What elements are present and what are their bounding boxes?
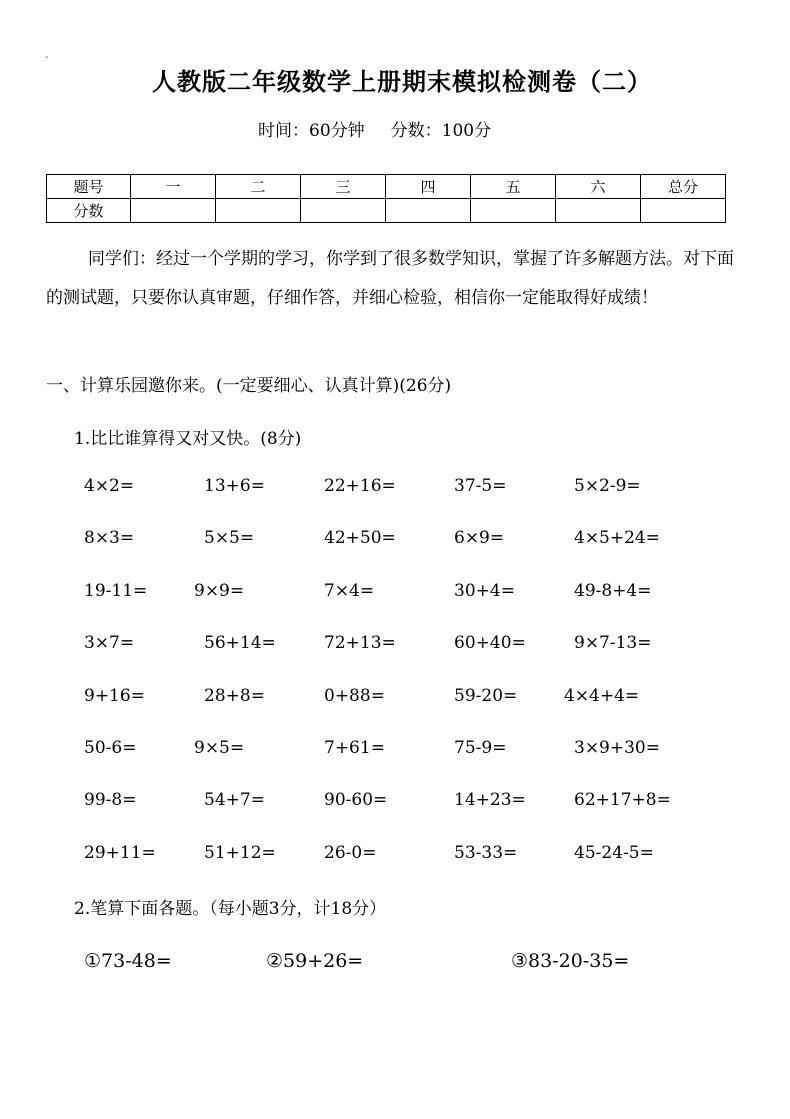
score-header-cell: 题号: [47, 175, 131, 199]
calc-item: 9×5=: [194, 738, 245, 758]
calc-item: 56+14=: [204, 633, 276, 653]
written-question-2: ②59+26=: [266, 950, 364, 972]
score-blank-cell[interactable]: [216, 199, 301, 223]
calc-item: 22+16=: [324, 476, 396, 496]
intro-paragraph: [46, 240, 746, 318]
time-limit: 时间：60分钟: [258, 121, 365, 141]
score-header-cell: 四: [386, 175, 471, 199]
calc-item: 50-6=: [84, 738, 137, 758]
calc-item: 3×7=: [84, 633, 135, 653]
calc-item: 30+4=: [454, 581, 515, 601]
calc-item: 6×9=: [454, 528, 505, 548]
calc-item: 42+50=: [324, 528, 396, 548]
calc-item: 26-0=: [324, 843, 377, 863]
calc-item: 9+16=: [84, 686, 145, 706]
calc-item: 9×9=: [194, 581, 245, 601]
calc-item: 9×7-13=: [574, 633, 652, 653]
calc-item: 54+7=: [204, 790, 265, 810]
score-table: [46, 174, 726, 223]
score-header-cell: 五: [471, 175, 556, 199]
score-blank-cell[interactable]: [301, 199, 386, 223]
score-header-cell: 二: [216, 175, 301, 199]
written-question-3: ③83-20-35=: [511, 950, 630, 972]
score-header-cell: 一: [131, 175, 216, 199]
page-title: 人教版二年级数学上册期末模拟检测卷（二）: [152, 68, 652, 96]
calc-item: 75-9=: [454, 738, 507, 758]
written-question-1: ①73-48=: [84, 950, 172, 972]
exam-info: [258, 116, 491, 141]
section-1-heading: 一、计算乐园邀你来。(一定要细心、认真计算)(26分): [46, 376, 452, 396]
calc-item: 5×2-9=: [574, 476, 641, 496]
calc-item: 53-33=: [454, 843, 518, 863]
total-score: 分数：100分: [390, 121, 492, 141]
calc-item: 99-8=: [84, 790, 137, 810]
calc-item: 51+12=: [204, 843, 276, 863]
calc-item: 45-24-5=: [574, 843, 654, 863]
corner-mark: -: [45, 52, 49, 63]
score-blank-cell[interactable]: [471, 199, 556, 223]
calc-item: 14+23=: [454, 790, 526, 810]
calc-item: 7×4=: [324, 581, 375, 601]
score-blank-cell[interactable]: [641, 199, 726, 223]
score-row-label: 分数: [47, 199, 131, 223]
question-2-label: 2.笔算下面各题。（每小题3分，计18分）: [74, 899, 387, 919]
calc-item: 28+8=: [204, 686, 265, 706]
calc-item: 4×4+4=: [564, 686, 640, 706]
score-table-header-row: [47, 175, 726, 199]
score-header-cell: 总分: [641, 175, 726, 199]
calc-item: 4×2=: [84, 476, 135, 496]
score-header-cell: 六: [556, 175, 641, 199]
calc-item: 60+40=: [454, 633, 526, 653]
score-blank-cell[interactable]: [386, 199, 471, 223]
calc-item: 19-11=: [84, 581, 148, 601]
intro-text: 同学们：经过一个学期的学习，你学到了很多数学知识，掌握了许多解题方法。对下面的测试题，只要你认真审题，仔细作答，并细心检验，相信你一定能取得好成绩！: [46, 249, 734, 308]
score-blank-cell[interactable]: [131, 199, 216, 223]
calc-item: 90-60=: [324, 790, 388, 810]
calc-item: 72+13=: [324, 633, 396, 653]
score-header-cell: 三: [301, 175, 386, 199]
calc-item: 0+88=: [324, 686, 385, 706]
question-1-label: 1.比比谁算得又对又快。(8分): [74, 429, 302, 449]
calc-item: 37-5=: [454, 476, 507, 496]
score-blank-cell[interactable]: [556, 199, 641, 223]
calc-item: 59-20=: [454, 686, 518, 706]
calc-item: 62+17+8=: [574, 790, 671, 810]
calc-item: 49-8+4=: [574, 581, 652, 601]
calc-item: 3×9+30=: [574, 738, 660, 758]
calc-item: 8×3=: [84, 528, 135, 548]
calc-item: 4×5+24=: [574, 528, 660, 548]
calc-item: 29+11=: [84, 843, 156, 863]
calc-item: 7+61=: [324, 738, 385, 758]
calc-item: 13+6=: [204, 476, 265, 496]
calc-item: 5×5=: [204, 528, 255, 548]
score-table-score-row: [47, 199, 726, 223]
